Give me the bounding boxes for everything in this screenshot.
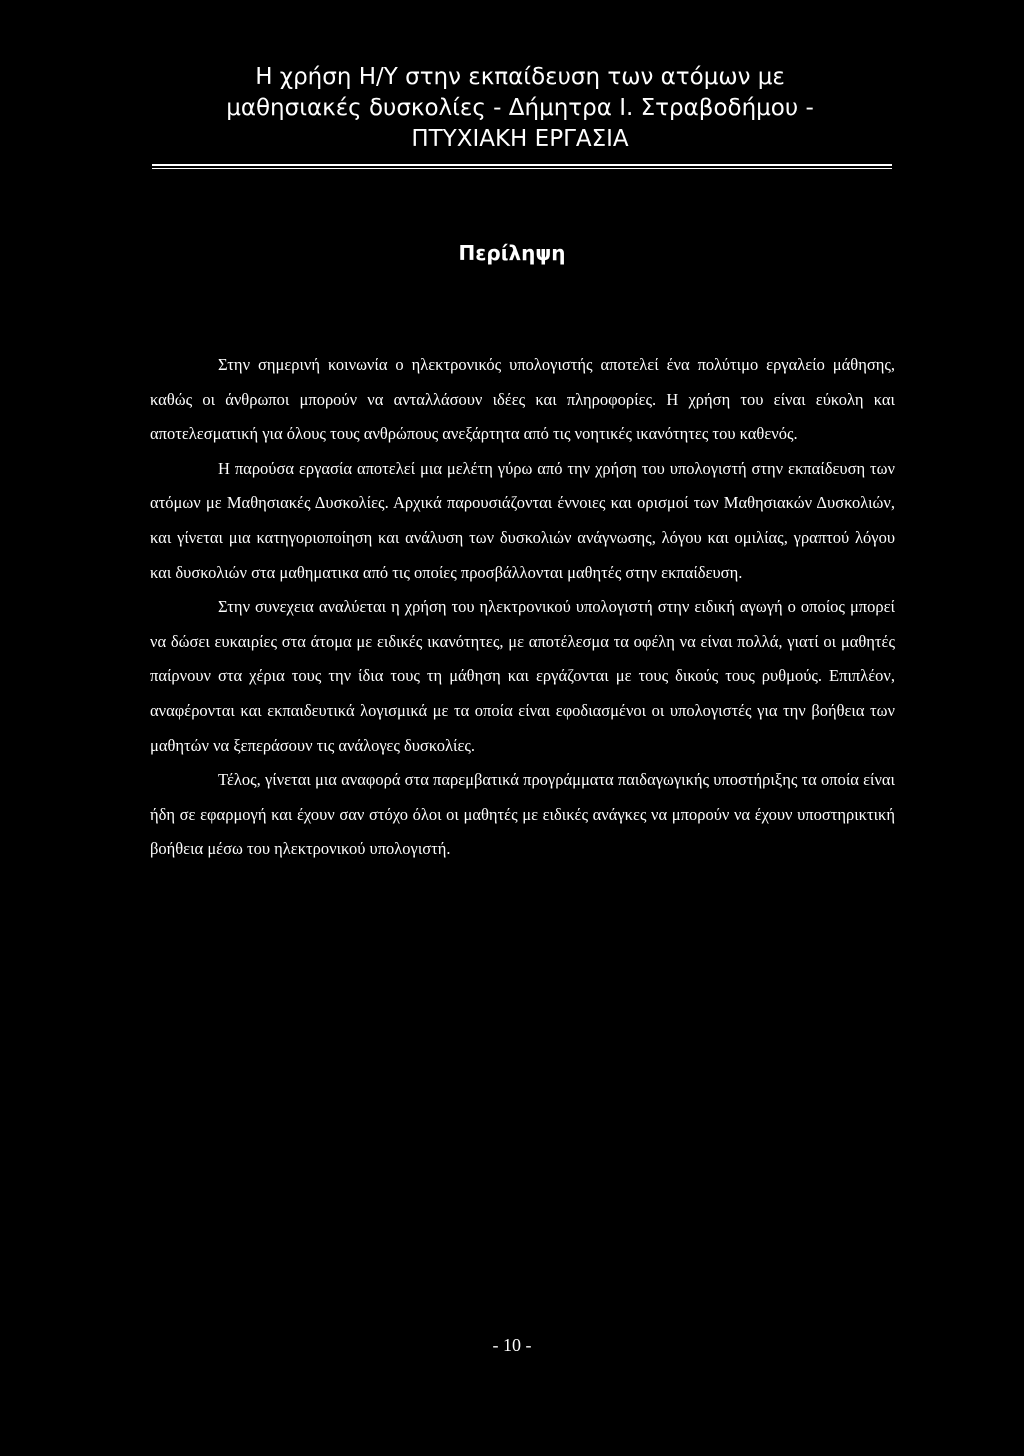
paragraph-3: Στην συνεχεια αναλύεται η χρήση του ηλεκτρονικού υπολογιστή στην ειδική αγωγή ο οποίος μπορεί να δώσει ευκαιρίες στα άτομα με ειδικές ικανότητες, με αποτέλεσμα τα οφέλη να είναι πολλά, γιατί οι μαθητές παίρνουν στα χέρια τους την ίδια τους τη μάθηση και εργάζονται με τους δικούς τους ρυθμούς. Επιπλέον, αναφέρονται και εκπαιδευτικά λογισμικά με τα οποία είναι εφοδιασμένοι οι υπολογιστές για την βοήθεια των μαθητών να ξεπεράσουν τις ανάλογες δυσκολίες. xyxy=(150,597,895,755)
section-title: Περίληψη xyxy=(458,241,566,265)
paragraph-2: Η παρούσα εργασία αποτελεί μια μελέτη γύρω από την χρήση του υπολογιστή στην εκπαίδευση των ατόμων με Μαθησιακές Δυσκολίες. Αρχικά παρουσιάζονται έννοιες και ορισμοί των Μαθησιακών Δυσκολιών, και γίνεται μια κατηγοριοποίηση και ανάλυση των δυσκολιών ανάγνωσης, λόγου και ομιλίας, γραπτού λόγου και δυσκολιών στα μαθηματικα από τις οποίες προσβάλλονται μαθητές στην εκπαίδευση. xyxy=(150,458,895,582)
header-line-3: ΠΤΥΧΙΑΚΗ ΕΡΓΑΣΙΑ xyxy=(411,126,629,152)
abstract-body xyxy=(150,348,895,867)
running-header xyxy=(150,62,890,155)
paragraph-4: Τέλος, γίνεται μια αναφορά στα παρεμβατικά προγράμματα παιδαγωγικής υποστήριξης τα οποία είναι ήδη σε εφαρμογή και έχουν σαν στόχο όλοι οι μαθητές με ειδικές ανάγκες να μπορούν να έχουν υποστηρικτική βοήθεια μέσω του ηλεκτρονικού υπολογιστή. xyxy=(150,770,895,859)
header-divider-thin xyxy=(152,168,892,169)
page-number: - 10 - xyxy=(492,1335,532,1355)
header-line-2: μαθησιακές δυσκολίες - Δήμητρα Ι. Στραβοδήμου - xyxy=(226,95,814,121)
paragraph-1: Στην σημερινή κοινωνία ο ηλεκτρονικός υπολογιστής αποτελεί ένα πολύτιμο εργαλείο μάθησης, καθώς οι άνθρωποι μπορούν να ανταλλάσουν ιδέες και πληροφορίες. Η χρήση του είναι εύκολη και αποτελεσματική για όλους τους ανθρώπους ανεξάρτητα από τις νοητικές ικανότητες του καθενός. xyxy=(150,355,895,444)
header-line-1: Η χρήση Η/Υ στην εκπαίδευση των ατόμων με xyxy=(255,64,785,90)
header-divider xyxy=(152,164,892,166)
